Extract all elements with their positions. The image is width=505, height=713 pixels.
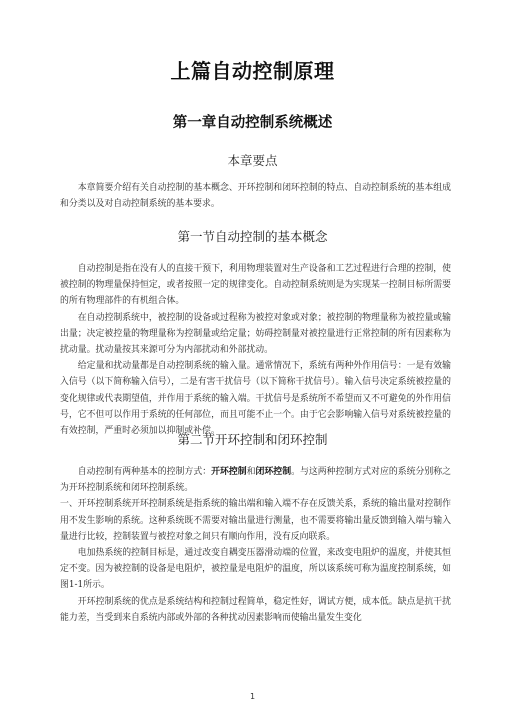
section1-heading: 第一节自动控制的基本概念 — [177, 229, 328, 244]
section2-heading: 第二节开环控制和闭环控制 — [177, 432, 328, 447]
intro-text-tail: 。与这两种控制方式对应的系统分别称之为开环控制系统和闭环控制系统。 — [60, 467, 452, 494]
section1-body — [60, 261, 451, 439]
open-loop-item: 一、开环控制系统开环控制系统是指系统的输出端和输入端不存在反馈关系，系统的输出量对控制作用不发生影响的系统。这种系统既不需要对输出量进行测量，也不需要将输出量反馈到输入端与输入量进行比较，控制装置与被控对象之间只有顺向作用，没有反向联系。 — [60, 499, 451, 542]
section1-paragraph: 在自动控制系统中，被控制的设备或过程称为被控对象或对象；被控制的物理量称为被控量或输出量；决定被控量的物理量称为控制量或给定量；妨碍控制量对被控量进行正常控制的所有因素称为扰动量。扰动量按其来源可分为内部扰动和外部扰动。 — [60, 312, 451, 356]
section2-body — [60, 464, 451, 626]
connector-text: 和 — [246, 467, 256, 477]
key-points-heading: 本章要点 — [227, 153, 278, 168]
section2-paragraph: 开环控制系统的优点是系统结构和控制过程简单，稳定性好，调试方便，成本低。缺点是抗干扰能力差，当受到来自系统内部或外部的各种扰动因素影响而使输出量发生变化 — [60, 596, 451, 623]
open-loop-term: 开环控制 — [211, 467, 247, 477]
key-points-block — [60, 180, 451, 212]
page-number: 1 — [249, 692, 256, 701]
key-points-paragraph: 本章简要介绍有关自动控制的基本概念、开环控制和闭环控制的特点、自动控制系统的基本组成和分类以及对自动控制系统的基本要求。 — [60, 183, 451, 210]
closed-loop-term: 闭环控制 — [255, 467, 292, 477]
section1-paragraph: 给定量和扰动量都是自动控制系统的输入量。通常情况下，系统有两种外作用信号：一是有效输入信号（以下简称输入信号），二是有害干扰信号（以下简称干扰信号）。输入信号决定系统被控量的变化规律或代表期望值，并作用于系统的输入端。干扰信号是系统所不希望而又不可避免的外作用信号，它不但可以作用于系统的任何部位，而且可能不止一个。由于它会影响输入信号对系统被控量的有效控制，严重时必须加以抑制或补偿。 — [60, 361, 451, 437]
chapter-title: 第一章自动控制系统概述 — [172, 115, 333, 131]
section2-paragraph: 电加热系统的控制目标是，通过改变自耦变压器滑动端的位置，来改变电阻炉的温度，并使其恒定不变。因为被控制的设备是电阻炉，被控量是电阻炉的温度，所以该系统可称为温度控制系统，如图1-1所示。 — [60, 548, 451, 591]
section2-intro-paragraph — [60, 464, 451, 496]
document-title: 上篇自动控制原理 — [170, 59, 335, 83]
intro-text: 自动控制有两种基本的控制方式： — [77, 467, 212, 477]
section1-paragraph: 自动控制是指在没有人的直接干预下，利用物理装置对生产设备和工艺过程进行合理的控制，使被控制的物理量保持恒定，或者按照一定的规律变化。自动控制系统则是为实现某一控制目标所需要的所有物理部件的有机组合体。 — [60, 264, 451, 307]
